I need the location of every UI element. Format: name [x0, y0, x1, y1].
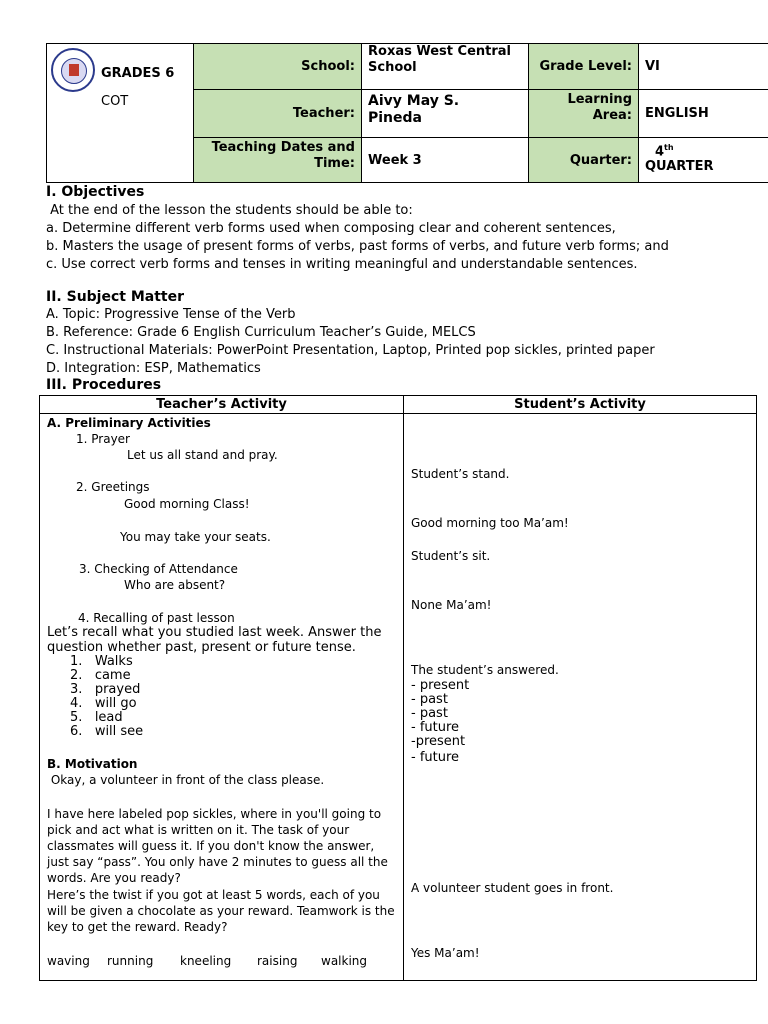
word-walking: walking	[321, 954, 368, 968]
header-table	[46, 43, 768, 183]
attendance-label: 3. Checking of Attendance	[79, 562, 238, 576]
teacher-activity-header: Teacher’s Activity	[156, 397, 287, 412]
answer-1: - present	[411, 678, 470, 693]
grade-level-value: VI	[639, 44, 768, 90]
procedures-heading: III. Procedures	[46, 377, 162, 393]
quarter-value	[639, 138, 768, 182]
student-greet: Good morning too Ma’am!	[411, 516, 569, 530]
deped-seal-icon	[51, 48, 95, 92]
recall-item-6: 6. will see	[70, 724, 144, 739]
attendance-line: Who are absent?	[124, 578, 226, 592]
greet-line2: You may take your seats.	[120, 530, 271, 544]
recall-item-4: 4. will go	[70, 696, 137, 711]
learning-area-label-line2: Area:	[592, 108, 632, 123]
recall-text-2: question whether past, present or future tense.	[47, 640, 356, 655]
subject-reference: B. Reference: Grade 6 English Curriculum Teacher’s Guide, MELCS	[46, 325, 476, 340]
motivation-heading: B. Motivation	[47, 757, 138, 771]
quarter-label: Quarter:	[529, 138, 639, 182]
prelim-heading: A. Preliminary Activities	[47, 416, 211, 430]
word-raising: raising	[257, 954, 298, 968]
teacher-value	[362, 90, 529, 138]
student-activity-header: Student’s Activity	[514, 397, 646, 412]
procedures-table	[39, 395, 757, 981]
cot-label: COT	[101, 94, 129, 109]
recall-label: 4. Recalling of past lesson	[78, 611, 235, 625]
objective-c: c. Use correct verb forms and tenses in writing meaningful and understandable sentences.	[46, 257, 638, 272]
teacher-label: Teacher:	[194, 90, 362, 138]
prayer-label: 1. Prayer	[76, 432, 130, 446]
dates-label-line1: Teaching Dates and	[211, 140, 355, 155]
objectives-heading: I. Objectives	[46, 184, 145, 200]
learning-area-label	[529, 90, 639, 138]
motivation-para2: Here’s the twist if you got at least 5 words, each of you will be given a chocolate as your reward. Teamwork is the key to get the reward. Ready?	[47, 888, 395, 934]
subject-heading: II. Subject Matter	[46, 289, 185, 305]
subject-integration: D. Integration: ESP, Mathematics	[46, 361, 261, 376]
grade-level-label: Grade Level:	[529, 44, 639, 90]
recall-text-1: Let’s recall what you studied last week. Answer the	[47, 625, 382, 640]
school-label: School:	[194, 44, 362, 90]
word-waving: waving	[47, 954, 90, 968]
word-running: running	[107, 954, 154, 968]
student-yes: Yes Ma’am!	[411, 946, 480, 960]
logo-cell	[47, 44, 194, 182]
quarter-suffix: th	[664, 143, 674, 152]
answer-3: - past	[411, 706, 448, 721]
teacher-value-line2: Pineda	[368, 110, 422, 126]
student-stand: Student’s stand.	[411, 467, 510, 481]
student-volunteer: A volunteer student goes in front.	[411, 881, 614, 895]
recall-item-3: 3. prayed	[70, 682, 141, 697]
word-kneeling: kneeling	[180, 954, 232, 968]
subject-topic: A. Topic: Progressive Tense of the Verb	[46, 307, 296, 322]
student-none: None Ma’am!	[411, 598, 492, 612]
answer-2: - past	[411, 692, 448, 707]
answer-6: - future	[411, 750, 460, 765]
objective-a: a. Determine different verb forms used when composing clear and coherent sentences,	[46, 221, 616, 236]
objective-b: b. Masters the usage of present forms of verbs, past forms of verbs, and future verb forms; and	[46, 239, 669, 254]
recall-item-2: 2. came	[70, 668, 131, 683]
dates-value: Week 3	[362, 138, 529, 182]
learning-area-value: ENGLISH	[639, 90, 768, 138]
answer-5: -present	[411, 734, 466, 749]
grade-label: GRADES 6	[101, 66, 175, 81]
student-sit: Student’s sit.	[411, 549, 491, 563]
prayer-line: Let us all stand and pray.	[127, 448, 278, 462]
quarter-word: QUARTER	[645, 159, 714, 175]
dates-label	[194, 138, 362, 182]
school-value-line2: School	[368, 60, 417, 75]
student-answered: The student’s answered.	[411, 663, 559, 677]
school-value	[362, 44, 529, 90]
dates-label-line2: Time:	[314, 156, 355, 171]
greet-line1: Good morning Class!	[124, 497, 250, 511]
greetings-label: 2. Greetings	[76, 480, 150, 494]
teacher-value-line1: Aivy May S.	[368, 93, 460, 109]
subject-materials: C. Instructional Materials: PowerPoint Presentation, Laptop, Printed pop sickles, printed paper	[46, 343, 655, 358]
recall-item-5: 5. lead	[70, 710, 123, 725]
objectives-intro: At the end of the lesson the students should be able to:	[46, 203, 413, 218]
answer-4: - future	[411, 720, 460, 735]
motivation-para1: I have here labeled pop sickles, where in you'll going to pick and act what is written on it. The task of your classmates will guess it. If you don't know the answer, just say “pass”. You only have 2 minutes to guess all the words. Are you ready?	[47, 807, 388, 885]
motivation-line1: Okay, a volunteer in front of the class please.	[47, 773, 325, 787]
learning-area-label-line1: Learning	[567, 92, 632, 107]
quarter-number: 4	[655, 144, 665, 160]
recall-item-1: 1. Walks	[70, 654, 133, 669]
school-value-line1: Roxas West Central	[368, 44, 511, 59]
